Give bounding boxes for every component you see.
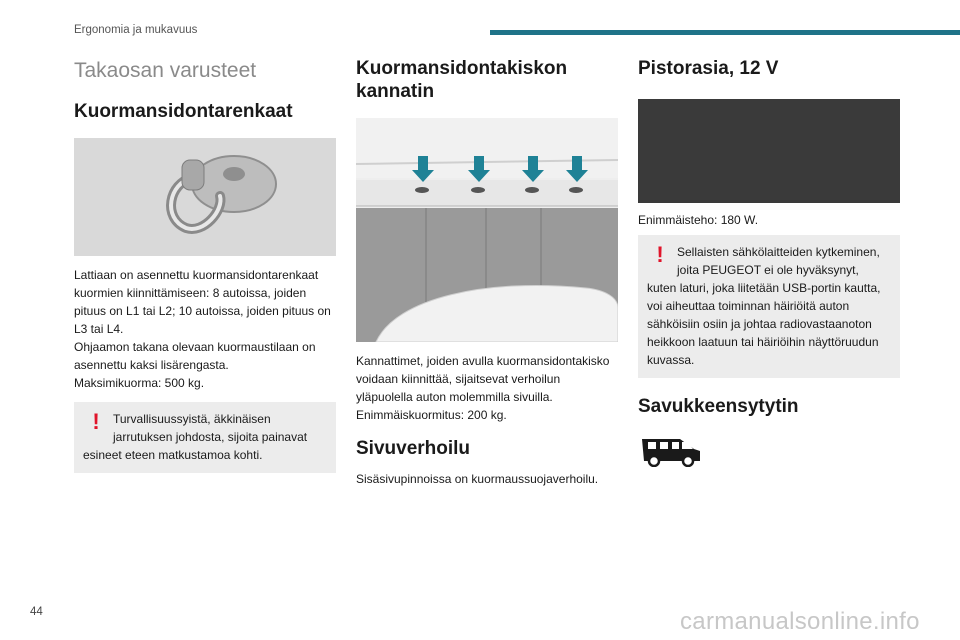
header-accent-bar <box>490 30 960 35</box>
paragraph-max-loading: Enimmäiskuormitus: 200 kg. <box>356 407 507 422</box>
watermark: carmanualsonline.info <box>680 608 920 635</box>
warning-box <box>638 235 900 378</box>
socket-image <box>638 99 900 203</box>
warning-text: Sellaisten sähkölaitteiden kytkeminen, joita PEUGEOT ei ole hyväksynyt, kuten laturi, joka liitetään USB-portin kautta, voi aiheuttaa toiminnan häiriöitä auton sähköisiin osiin ja johtaa radiovastaanoton heikkoon laatuun tai häiriöihin näyttöruudun kuvassa. <box>647 244 881 367</box>
paragraph-rings-count: Lattiaan on asennettu kuormansidontarenkaat kuormien kiinnittämiseen: 8 autoissa, joiden pituus on L1 tai L2; 10 autoissa, joiden pituus on L3 tai L4. <box>74 267 331 336</box>
paragraph-side-trim: Sisäsivupinnoissa on kuormaussuojaverhoilu. <box>356 472 599 487</box>
column-left <box>74 55 336 473</box>
van-icon <box>638 431 900 472</box>
warning-text: Turvallisuussyistä, äkkinäisen jarrutuksen johdosta, sijoita painavat esineet eteen matkustamoa kohti. <box>83 411 308 462</box>
paragraph-brackets: Kannattimet, joiden avulla kuormansidontakisko voidaan kiinnittää, sijaitsevat verhoilun yläpuolella auton molemmilla sivuilla. <box>356 353 610 404</box>
exclamation-icon: ! <box>92 408 100 434</box>
paragraph-max-load: Maksimikuorma: 500 kg. <box>74 375 205 390</box>
page-number: 44 <box>30 606 43 618</box>
heading-socket: Pistorasia, 12 V <box>638 58 779 79</box>
column-middle <box>356 58 618 488</box>
heading-tie-down-rings: Kuormansidontarenkaat <box>74 101 293 122</box>
section-title: Takaosan varusteet <box>74 59 257 82</box>
column-right <box>638 58 900 472</box>
paragraph <box>74 266 336 392</box>
heading-cigarette-lighter: Savukkeensytytin <box>638 395 799 417</box>
paragraph-max-power: Enimmäisteho: 180 W. <box>638 212 759 227</box>
heading-side-trim: Sivuverhoilu <box>356 437 471 459</box>
paragraph-extra-rings: Ohjaamon takana olevaan kuormaustilaan on asennettu kaksi lisärengasta. <box>74 339 316 372</box>
heading-rail-bracket: Kuormansidontakiskon kannatin <box>356 58 568 102</box>
chapter-header: Ergonomia ja mukavuus <box>74 24 198 36</box>
warning-box <box>74 402 336 473</box>
exclamation-icon: ! <box>656 241 664 267</box>
tie-down-ring-image <box>74 138 336 256</box>
rail-bracket-image <box>356 118 618 342</box>
